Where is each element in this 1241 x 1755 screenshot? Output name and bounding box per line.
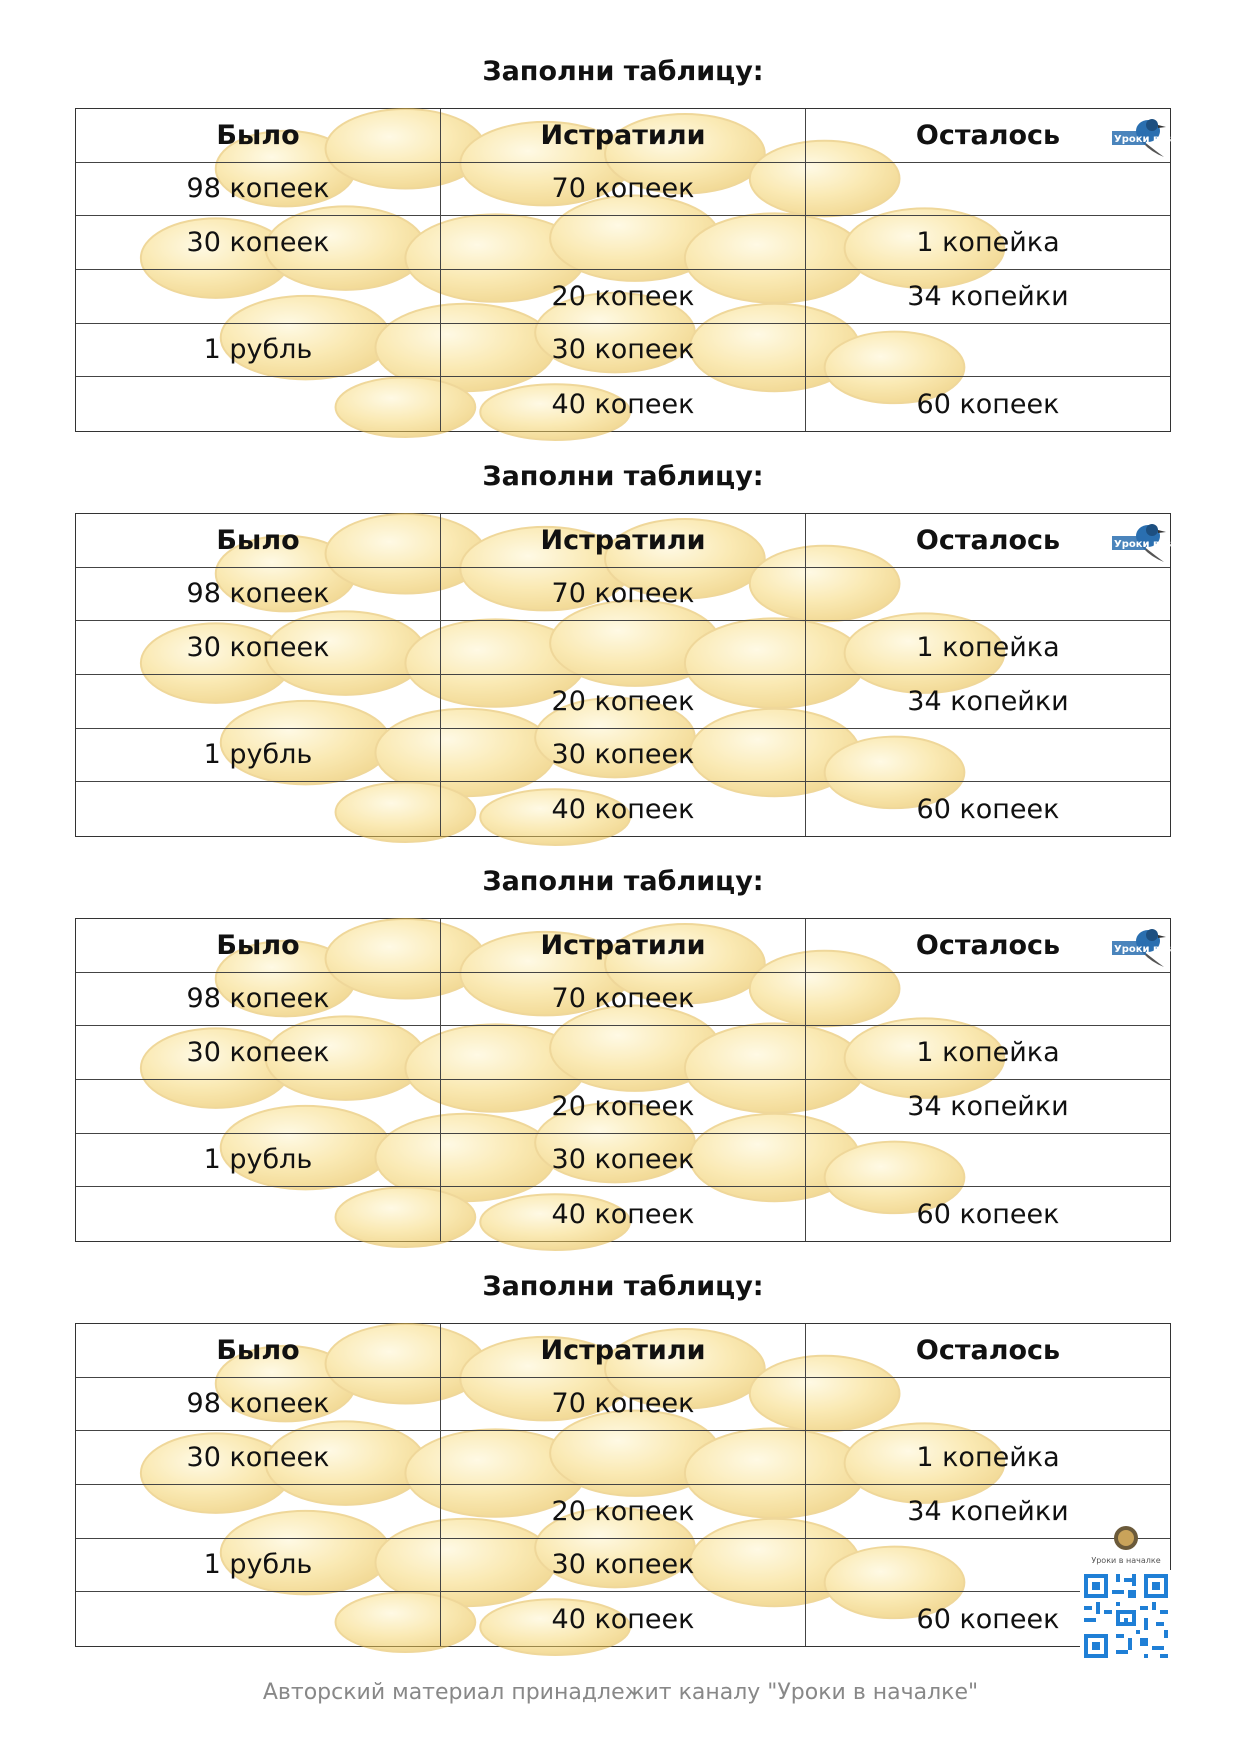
bird-logo-icon (1108, 921, 1211, 973)
cell-r1-c3[interactable] (806, 568, 1170, 622)
cell-r1-c2[interactable]: 70 копеек (441, 973, 806, 1027)
cell-r2-c1[interactable]: 30 копеек (76, 1026, 441, 1080)
footer-copyright: Авторский материал принадлежит каналу "Уроки в началке" (262, 1680, 979, 1705)
cell-r4-c2[interactable]: 30 копеек (441, 729, 806, 783)
worksheet-table (75, 513, 1211, 837)
cell-r5-c1[interactable] (76, 377, 441, 431)
cell-r4-c2[interactable]: 30 копеек (441, 324, 806, 378)
cell-r5-c2[interactable]: 40 копеек (441, 1592, 806, 1646)
cell-r2-c3[interactable]: 1 копейка (806, 216, 1170, 270)
svg-text:Уроки в началке: Уроки в началке (1114, 944, 1211, 955)
cell-r2-c2[interactable] (441, 1026, 806, 1080)
cell-r4-c1[interactable]: 1 рубль (76, 1539, 441, 1593)
cell-r2-c2[interactable] (441, 1431, 806, 1485)
cell-r5-c2[interactable]: 40 копеек (441, 1187, 806, 1241)
cell-r5-c3[interactable]: 60 копеек (916, 793, 1060, 825)
header-istratili: Истратили (441, 919, 806, 973)
cell-r3-c3[interactable]: 34 копейки (806, 270, 1170, 324)
header-ostalos: Осталось Уроки в началке (806, 919, 1170, 973)
cell-r4-c1[interactable]: 1 рубль (76, 324, 441, 378)
cell-r1-c3[interactable] (806, 973, 1170, 1027)
block-title: Заполни таблицу: (482, 1271, 764, 1302)
header-istratili: Истратили (441, 109, 806, 163)
cell-r4-c3[interactable] (806, 324, 1170, 378)
cell-r4-c3[interactable] (806, 1134, 1170, 1188)
cell-r5-c3[interactable]: 60 копеек (916, 1603, 1060, 1635)
cell-r2-c2[interactable] (441, 621, 806, 675)
cell-r5-c2[interactable]: 40 копеек (441, 377, 806, 431)
qr-code-block[interactable] (1080, 1522, 1172, 1662)
cell-r3-c3[interactable]: 34 копейки (806, 1080, 1170, 1134)
worksheet-table (75, 108, 1211, 432)
header-ostalos: Осталось Уроки в началке (806, 514, 1170, 568)
cell-r3-c2[interactable]: 20 копеек (441, 1485, 806, 1539)
cell-r3-c1[interactable] (76, 270, 441, 324)
cell-r1-c2[interactable]: 70 копеек (441, 1378, 806, 1432)
cell-r4-c2[interactable]: 30 копеек (441, 1539, 806, 1593)
cell-r1-c3[interactable] (806, 1378, 1170, 1432)
bird-logo-icon (1108, 111, 1211, 163)
header-ostalos: Осталось (806, 1324, 1170, 1378)
cell-r2-c2[interactable] (441, 216, 806, 270)
header-bylo: Было (76, 109, 441, 163)
channel-avatar-icon (1080, 1522, 1172, 1556)
cell-r1-c1[interactable]: 98 копеек (76, 1378, 441, 1432)
cell-r5-c1[interactable] (76, 1187, 441, 1241)
cell-r2-c3[interactable]: 1 копейка (806, 621, 1170, 675)
qr-code-icon[interactable] (1080, 1570, 1172, 1662)
cell-r5-c3[interactable]: 60 копеек (916, 388, 1060, 420)
block-title: Заполни таблицу: (482, 461, 764, 492)
header-istratili: Истратили (441, 1324, 806, 1378)
cell-r3-c1[interactable] (76, 1485, 441, 1539)
cell-r1-c1[interactable]: 98 копеек (76, 568, 441, 622)
cell-r5-c3[interactable]: 60 копеек (916, 1198, 1060, 1230)
cell-r3-c2[interactable]: 20 копеек (441, 675, 806, 729)
cell-r5-c1[interactable] (76, 782, 441, 836)
header-istratili: Истратили (441, 514, 806, 568)
cell-r4-c1[interactable]: 1 рубль (76, 1134, 441, 1188)
cell-r2-c1[interactable]: 30 копеек (76, 621, 441, 675)
block-title: Заполни таблицу: (482, 56, 764, 87)
header-bylo: Было (76, 514, 441, 568)
bird-logo-icon (1108, 516, 1211, 568)
cell-r1-c3[interactable] (806, 163, 1170, 217)
cell-r3-c3[interactable]: 34 копейки (806, 675, 1170, 729)
cell-r1-c2[interactable]: 70 копеек (441, 163, 806, 217)
cell-r4-c1[interactable]: 1 рубль (76, 729, 441, 783)
cell-r1-c1[interactable]: 98 копеек (76, 163, 441, 217)
cell-r2-c3[interactable]: 1 копейка (806, 1431, 1170, 1485)
block-title: Заполни таблицу: (482, 866, 764, 897)
cell-r5-c1[interactable] (76, 1592, 441, 1646)
cell-r4-c3[interactable] (806, 729, 1170, 783)
header-bylo: Было (76, 919, 441, 973)
cell-r5-c2[interactable]: 40 копеек (441, 782, 806, 836)
cell-r3-c2[interactable]: 20 копеек (441, 270, 806, 324)
cell-r2-c1[interactable]: 30 копеек (76, 1431, 441, 1485)
svg-text:Уроки в началке: Уроки в началке (1114, 539, 1211, 550)
header-ostalos: Осталось Уроки в началке (806, 109, 1170, 163)
cell-r2-c3[interactable]: 1 копейка (806, 1026, 1170, 1080)
cell-r3-c1[interactable] (76, 1080, 441, 1134)
cell-r3-c1[interactable] (76, 675, 441, 729)
worksheet-table (75, 918, 1211, 1242)
cell-r1-c1[interactable]: 98 копеек (76, 973, 441, 1027)
cell-r1-c2[interactable]: 70 копеек (441, 568, 806, 622)
qr-caption: Уроки в началке (1091, 1556, 1161, 1565)
cell-r3-c2[interactable]: 20 копеек (441, 1080, 806, 1134)
cell-r2-c1[interactable]: 30 копеек (76, 216, 441, 270)
header-bylo: Было (76, 1324, 441, 1378)
svg-text:Уроки в началке: Уроки в началке (1114, 134, 1211, 145)
worksheet-table (75, 1323, 1171, 1647)
cell-r4-c2[interactable]: 30 копеек (441, 1134, 806, 1188)
cell-r3-c3[interactable]: 34 копейки (806, 1485, 1170, 1539)
